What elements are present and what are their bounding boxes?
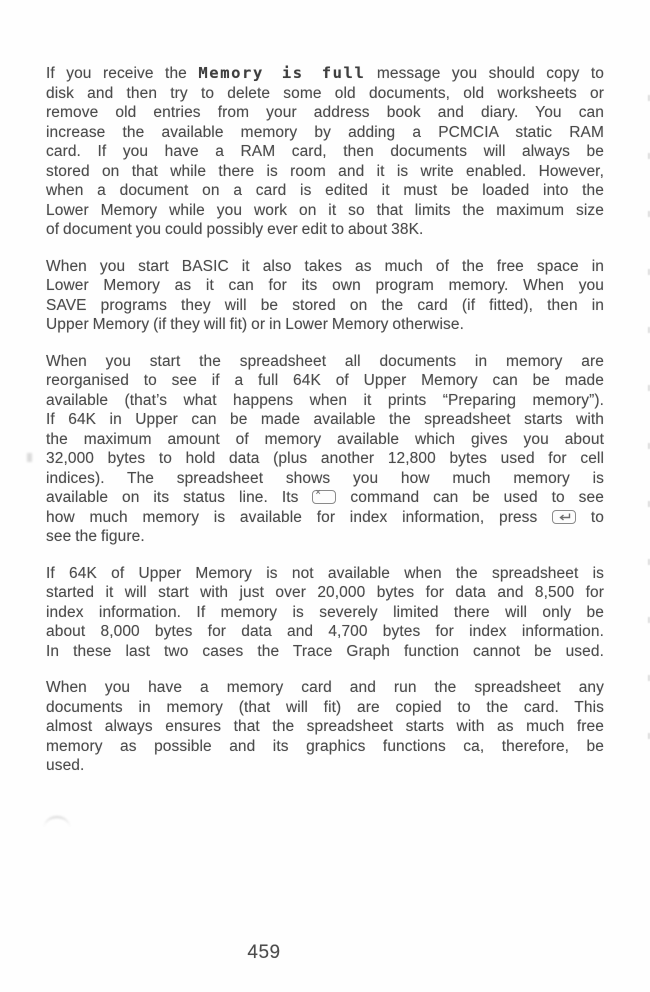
text-line: index information. If memory is severely limited there will only be (46, 603, 604, 621)
text-line: memory as possible and its graphics functions ca, therefore, be (46, 737, 604, 755)
text-segment: command can be used to see (350, 489, 604, 506)
multiply-key-icon (312, 487, 336, 504)
text-line: When you start the spreadsheet all documents in memory are (46, 352, 604, 370)
text-line: SAVE programs they will be stored on the card (if fitted), then in (46, 296, 604, 314)
text-line: card. If you have a RAM card, then documents will always be (46, 143, 604, 160)
text-segment: If you receive the (46, 65, 199, 82)
page-number: 459 (247, 942, 281, 963)
paragraph (46, 352, 604, 547)
text-line: increase the available memory by adding a PCMCIA static RAM (46, 123, 604, 141)
text-line: Upper Memory (if they will fit) or in Lower Memory otherwise. (46, 316, 464, 333)
text-line: when a document on a card is edited it must be loaded into the (46, 182, 604, 199)
inline-code-memory-is-full: Memory is full (198, 64, 366, 82)
text-segment: message you should copy to (365, 65, 604, 82)
text-line: 32,000 bytes to hold data (plus another 12,800 bytes used for cell (46, 450, 604, 467)
scan-speck (27, 453, 32, 462)
text-block (46, 64, 604, 793)
text-line: remove old entries from your address book and diary. You can (46, 104, 604, 121)
text-line: started it will start with just over 20,000 bytes for data and 8,500 for (46, 584, 604, 601)
multiply-symbol: × (315, 487, 321, 497)
text-line (46, 508, 604, 528)
text-line: documents in memory (that will fit) are copied to the card. This (46, 698, 604, 716)
text-line: When you have a memory card and run the spreadsheet any (46, 679, 604, 696)
paragraph (46, 64, 604, 240)
text-line (46, 64, 604, 84)
text-line: Lower Memory as it can for its own program memory. When you (46, 277, 604, 294)
text-line: disk and then try to delete some old documents, old worksheets or (46, 84, 604, 102)
text-line: stored on that while there is room and it is write enabled. However, (46, 162, 604, 180)
enter-key-icon (552, 510, 576, 524)
text-line: indices). The spreadsheet shows you how much memory is (46, 469, 604, 487)
text-line: reorganised to see if a full 64K of Upper Memory can be made (46, 372, 604, 389)
text-line: the maximum amount of memory available which gives you about (46, 430, 604, 448)
text-line: In these last two cases the Trace Graph function cannot be used. (46, 642, 604, 660)
text-line: almost always ensures that the spreadsheet starts with as much free (46, 718, 604, 735)
paragraph (46, 257, 604, 335)
text-segment: how much memory is available for index information, press (46, 508, 538, 526)
text-line: of document you could possibly ever edit to about 38K. (46, 221, 424, 238)
text-line: If 64K of Upper Memory is not available when the spreadsheet is (46, 564, 604, 582)
paragraph (46, 564, 604, 662)
text-line (46, 488, 604, 508)
paragraph (46, 678, 604, 776)
scan-smudge (44, 816, 70, 828)
text-line: Lower Memory while you work on it so that limits the maximum size (46, 201, 604, 219)
text-line: If 64K in Upper can be made available the spreadsheet starts with (46, 411, 604, 428)
text-line: When you start BASIC it also takes as much of the free space in (46, 257, 604, 275)
text-line: available (that’s what happens when it prints “Preparing memory”). (46, 391, 604, 409)
text-line: about 8,000 bytes for data and 4,700 bytes for index information. (46, 623, 604, 640)
text-line: see the figure. (46, 528, 145, 545)
text-segment: available on its status line. Its (46, 489, 299, 506)
text-line: used. (46, 757, 85, 774)
text-segment: to (590, 508, 604, 526)
